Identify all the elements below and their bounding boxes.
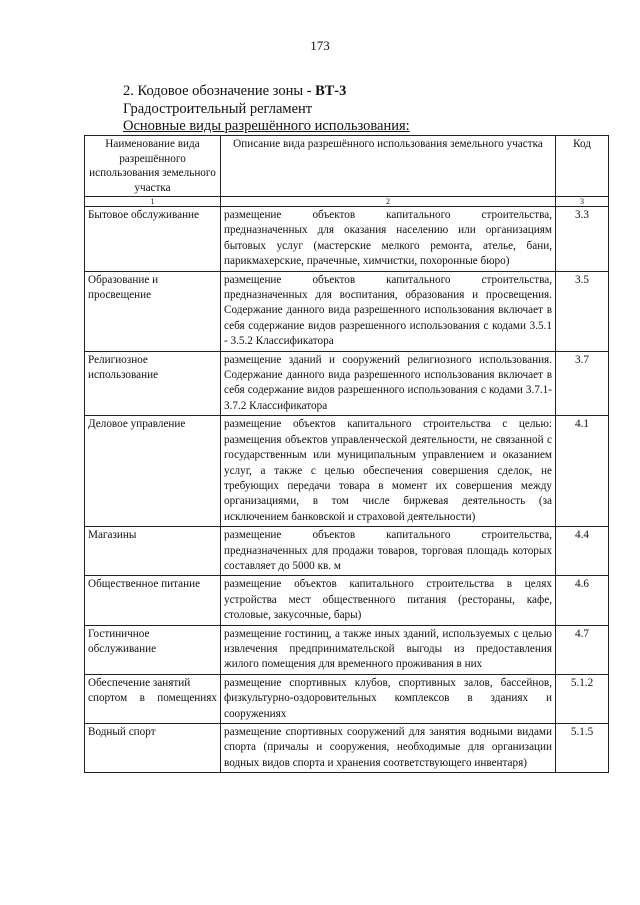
table-row [85,724,609,773]
column-number-row [85,197,609,207]
use-name: Водный спорт [85,724,221,773]
use-description: размещение объектов капитального строительства, предназначенных для оказания населению или организациям бытовых услуг (мастерские мелкого ремонта, ателье, бани, парикмахерские, прачечные, химчистки, похоронные бюро) [221,207,556,272]
column-number: 2 [221,197,556,207]
zone-heading [123,83,346,100]
page-number: 173 [310,38,330,53]
use-code: 5.1.2 [556,674,609,723]
table-row [85,625,609,674]
use-name: Бытовое обслуживание [85,207,221,272]
use-description: размещение зданий и сооружений религиозного использования. Содержание данного вида разрешенного использования включает в себя содержание видов разрешенного использования с кодами 3.7.1-3.7.2 Классификатора [221,351,556,416]
use-code: 4.7 [556,625,609,674]
use-description: размещение объектов капитального строительства с целью: размещения объектов управленческой деятельности, не связанной с государственным или муниципальным управлением и оказанием услуг, а также с целью обеспечения совершения сделок, не требующих передачи товара в момент их совершения между организациями, в том числе биржевая деятельность (за исключением банковской и страховой деятельности) [221,416,556,527]
section-title: Основные виды разрешённого использования: [123,118,410,134]
header-code: Код [556,136,609,197]
table-row [85,576,609,625]
use-description: размещение объектов капитального строительства в целях устройства мест общественного питания (рестораны, кафе, столовые, закусочные, бары) [221,576,556,625]
land-use-table [84,135,609,773]
use-name: Обеспечение занятий спортом в помещениях [85,674,221,723]
use-description: размещение спортивных сооружений для занятия водными видами спорта (причалы и сооружения, необходимые для организации водных видов спорта и хранения соответствующего инвентаря) [221,724,556,773]
table-header-row [85,136,609,197]
regulation-subtitle: Градостроительный регламент [123,101,313,117]
use-name: Общественное питание [85,576,221,625]
table-row [85,416,609,527]
table-row [85,527,609,576]
header-description: Описание вида разрешённого использования земельного участка [221,136,556,197]
use-code: 3.7 [556,351,609,416]
column-number: 1 [85,197,221,207]
use-description: размещение спортивных клубов, спортивных залов, бассейнов, физкультурно-оздоровительных комплексов в зданиях и сооружениях [221,674,556,723]
use-name: Образование и просвещение [85,271,221,351]
use-description: размещение объектов капитального строительства, предназначенных для продажи товаров, торговая площадь которых составляет до 5000 кв. м [221,527,556,576]
use-description: размещение объектов капитального строительства, предназначенных для воспитания, образования и просвещения. Содержание данного вида разрешенного использования включает в себя содержание видов разрешенного использования с кодами 3.5.1 - 3.5.2 Классификатора [221,271,556,351]
use-code: 3.3 [556,207,609,272]
table-row [85,207,609,272]
table-row [85,351,609,416]
zone-heading-prefix: 2. Кодовое обозначение зоны - [123,83,316,99]
use-description: размещение гостиниц, а также иных зданий, используемых с целью извлечения предпринимательской выгоды из предоставления жилого помещения для временного проживания в них [221,625,556,674]
table-row [85,674,609,723]
use-name: Деловое управление [85,416,221,527]
use-name: Религиозное использование [85,351,221,416]
zone-code: ВТ-3 [315,83,347,99]
use-code: 4.1 [556,416,609,527]
use-code: 3.5 [556,271,609,351]
use-code: 4.4 [556,527,609,576]
use-code: 5.1.5 [556,724,609,773]
table-row [85,271,609,351]
column-number: 3 [556,197,609,207]
use-name: Магазины [85,527,221,576]
header-name: Наименование вида разрешённого использования земельного участка [85,136,221,197]
use-code: 4.6 [556,576,609,625]
use-name: Гостиничное обслуживание [85,625,221,674]
